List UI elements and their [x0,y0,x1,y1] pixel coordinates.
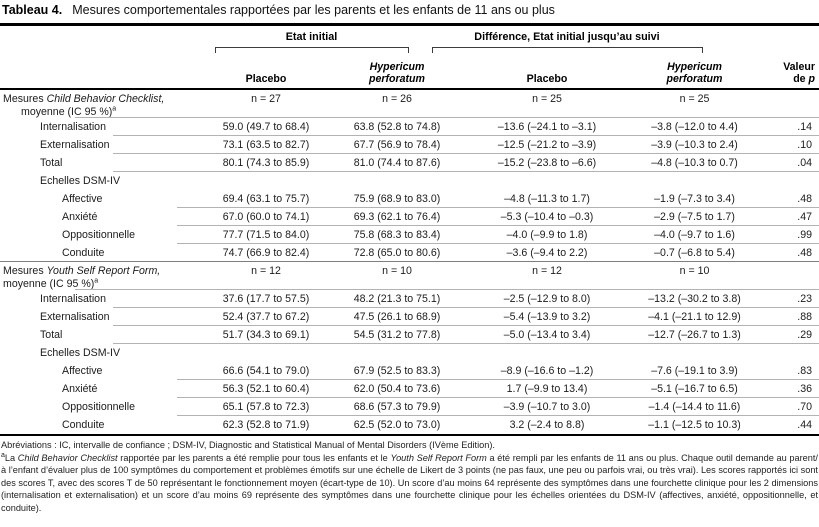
p-value-cell: .04 [797,157,812,169]
value-cell: 69.3 (62.1 to 76.4) [353,211,441,223]
value-cell: 67.0 (60.0 to 74.1) [222,211,310,223]
row-label: Internalisation [40,292,106,305]
value-cell: –4.1 (–21.1 to 12.9) [648,311,741,323]
value-cell: –3.9 (–10.7 to 3.0) [503,401,591,413]
table-title [0,0,819,22]
row-label: Echelles DSM-IV [40,346,121,359]
value-cell: 56.3 (52.1 to 60.4) [222,383,310,395]
value-cell: 59.0 (49.7 to 68.4) [222,121,310,133]
group-bracket-difference [432,47,703,53]
value-cell: –2.5 (–12.9 to 8.0) [503,293,591,305]
value-cell: –15.2 (–23.8 to –6.6) [497,157,597,169]
value-cell: –3.9 (–10.3 to 2.4) [651,139,738,151]
table-number: Tableau 4. [2,3,63,17]
value-cell: n = 25 [532,93,562,105]
row-label: Mesures Child Behavior Checklist, moyenne (IC 95 %)$^a$ [3,93,165,118]
row-label: Oppositionnelle [62,228,136,241]
footnote-abbreviations: Abréviations : IC, intervalle de confiance ; DSM-IV, Diagnostic and Statistical Manual of Mental Disorders (IVème Edition). [1,440,495,450]
value-cell: 73.1 (63.5 to 82.7) [222,139,310,151]
value-cell: 68.6 (57.3 to 79.9) [353,401,441,413]
row-label: Oppositionnelle [62,400,136,413]
p-value-cell: .44 [797,419,812,431]
p-value-cell: .99 [797,229,812,241]
p-value-cell: .83 [797,365,812,377]
value-cell: 66.6 (54.1 to 79.0) [222,365,310,377]
table-row [0,244,819,262]
table-row [0,362,819,380]
column-header-hypericum-baseline: Hypericum perforatum [369,61,425,85]
footnotes [0,436,819,515]
p-value-cell: .47 [797,211,812,223]
row-label: Total [40,156,63,169]
value-cell: –4.0 (–9.7 to 1.6) [654,229,735,241]
value-cell: 81.0 (74.4 to 87.6) [353,157,441,169]
row-label: Anxiété [62,382,98,395]
table-row [0,226,819,244]
column-header-p-value: Valeur de p [783,61,815,85]
group-bracket-baseline [215,47,409,53]
value-cell: 54.5 (31.2 to 77.8) [353,329,441,341]
table-row [0,326,819,344]
table-row [0,308,819,326]
value-cell: n = 12 [251,265,281,277]
value-cell: –12.5 (–21.2 to –3.9) [497,139,597,151]
p-value-cell: .48 [797,247,812,259]
value-cell: n = 10 [679,265,710,277]
value-cell: n = 27 [251,93,281,105]
value-cell: 65.1 (57.8 to 72.3) [222,401,310,413]
value-cell: 67.9 (52.5 to 83.3) [353,365,441,377]
value-cell: –1.1 (–12.5 to 10.3) [648,419,741,431]
value-cell: –4.8 (–10.3 to 0.7) [651,157,738,169]
value-cell: 51.7 (34.3 to 69.1) [222,329,310,341]
value-cell: n = 26 [382,93,412,105]
row-label: Affective [62,364,103,377]
table-row [0,154,819,172]
p-value-cell: .36 [797,383,812,395]
table-row [0,398,819,416]
p-value-cell: .14 [797,121,812,133]
column-header-placebo-difference: Placebo [526,72,568,85]
value-cell: 75.9 (68.9 to 83.0) [353,193,441,205]
p-value-cell: .88 [797,311,812,323]
value-cell: n = 10 [382,265,412,277]
row-label: Affective [62,192,103,205]
table-row [0,290,819,308]
value-cell: 48.2 (21.3 to 75.1) [353,293,441,305]
p-value-cell: .10 [797,139,812,151]
value-cell: 62.0 (50.4 to 73.6) [353,383,441,395]
table-row [0,118,819,136]
value-cell: 63.8 (52.8 to 74.8) [353,121,441,133]
value-cell: 62.5 (52.0 to 73.0) [353,419,441,431]
value-cell: –5.0 (–13.4 to 3.4) [503,329,591,341]
value-cell: 80.1 (74.3 to 85.9) [222,157,310,169]
value-cell: 62.3 (52.8 to 71.9) [222,419,310,431]
value-cell: 47.5 (26.1 to 68.9) [353,311,441,323]
value-cell: –4.0 (–9.9 to 1.8) [506,229,588,241]
column-headers [0,62,819,85]
value-cell: –1.9 (–7.3 to 3.4) [654,193,735,205]
table-header [0,26,819,88]
value-cell: –13.2 (–30.2 to 3.8) [648,293,741,305]
value-cell: –5.4 (–13.9 to 3.2) [503,311,591,323]
row-label: Externalisation [40,138,110,151]
value-cell: 72.8 (65.0 to 80.6) [353,247,441,259]
value-cell: –0.7 (–6.8 to 5.4) [654,247,735,259]
value-cell: –4.8 (–11.3 to 1.7) [504,193,590,205]
group-header-baseline: Etat initial [285,31,338,43]
table-body [0,90,819,434]
value-cell: –12.7 (–26.7 to 1.3) [648,329,741,341]
footnote-a: $^a$La Child Behavior Checklist rapportée par les parents a été remplie pour tous les enfants et le Youth Self Report Form a été rempli par les enfants de 11 ans ou plus. Chaque outil demande au parent/à l’enfant d’évaluer plus de 100 symptômes du comportement et problèmes émotifs sur une échelle de Likert de 3 points (ne pas faux, une peu ou parfois vrai, ou très vrai). Les scores rapportés ici sont des scores T, avec des scores T de 50 représentant le fonctionnement moyen (écart-type de 10). Un score d’au moins 64 représente des symptômes dans une fourchette clinique pour les 2 dimensions (internalisation et externalisation) et un score d’au moins 69 représente des symptômes dans une fourchette clinique pour les échelles orientées du DSM-IV (affectives, anxiété, oppositionnelle, et conduite). [1,451,818,513]
value-cell: n = 25 [679,93,710,105]
row-label: Internalisation [40,120,106,133]
value-cell: 77.7 (71.5 to 84.0) [222,229,310,241]
value-cell: –8.9 (–16.6 to –1.2) [500,365,594,377]
table-caption: Mesures comportementales rapportées par les parents et les enfants de 11 ans ou plus [72,3,555,17]
value-cell: –2.9 (–7.5 to 1.7) [654,211,735,223]
p-value-cell: .23 [797,293,812,305]
p-value-cell: .48 [797,193,812,205]
group-header-difference: Différence, Etat initial jusqu’au suivi [474,31,660,43]
table-row [0,380,819,398]
value-cell: 74.7 (66.9 to 82.4) [222,247,310,259]
p-value-cell [757,90,819,93]
column-header-placebo-baseline: Placebo [245,72,287,85]
value-cell: 3.2 (–2.4 to 8.8) [509,419,585,431]
p-value-cell: .29 [797,329,812,341]
table-row [0,136,819,154]
value-cell: 37.6 (17.7 to 57.5) [222,293,310,305]
value-cell: 69.4 (63.1 to 75.7) [222,193,310,205]
value-cell: –5.3 (–10.4 to –0.3) [500,211,594,223]
value-cell: 75.8 (68.3 to 83.4) [353,229,441,241]
column-header-hypericum-difference: Hypericum perforatum [666,61,723,85]
value-cell: –3.6 (–9.4 to 2.2) [506,247,588,259]
table-row [0,190,819,208]
subsection-row [0,344,819,362]
section-row [0,90,819,118]
row-label: Conduite [62,246,105,259]
table-row [0,208,819,226]
row-label: Total [40,328,63,341]
row-label: Echelles DSM-IV [40,174,121,187]
row-label: Conduite [62,418,105,431]
value-cell: 52.4 (37.7 to 67.2) [222,311,310,323]
value-cell: –3.8 (–12.0 to 4.4) [651,121,738,133]
subsection-row [0,172,819,190]
row-label: Mesures Youth Self Report Form, moyenne (IC 95 %)$^a$ [3,265,161,290]
value-cell: –5.1 (–16.7 to 6.5) [651,383,738,395]
table-row [0,416,819,434]
p-value-cell [757,262,819,265]
p-value-cell: .70 [797,401,812,413]
row-label: Externalisation [40,310,110,323]
value-cell: n = 12 [532,265,562,277]
value-cell: 67.7 (56.9 to 78.4) [353,139,441,151]
value-cell: –13.6 (–24.1 to –3.1) [497,121,597,133]
value-cell: –7.6 (–19.1 to 3.9) [651,365,738,377]
value-cell: 1.7 (–9.9 to 13.4) [506,383,588,395]
value-cell: –1.4 (–14.4 to 11.6) [648,401,741,413]
row-label: Anxiété [62,210,98,223]
section-row [0,262,819,290]
